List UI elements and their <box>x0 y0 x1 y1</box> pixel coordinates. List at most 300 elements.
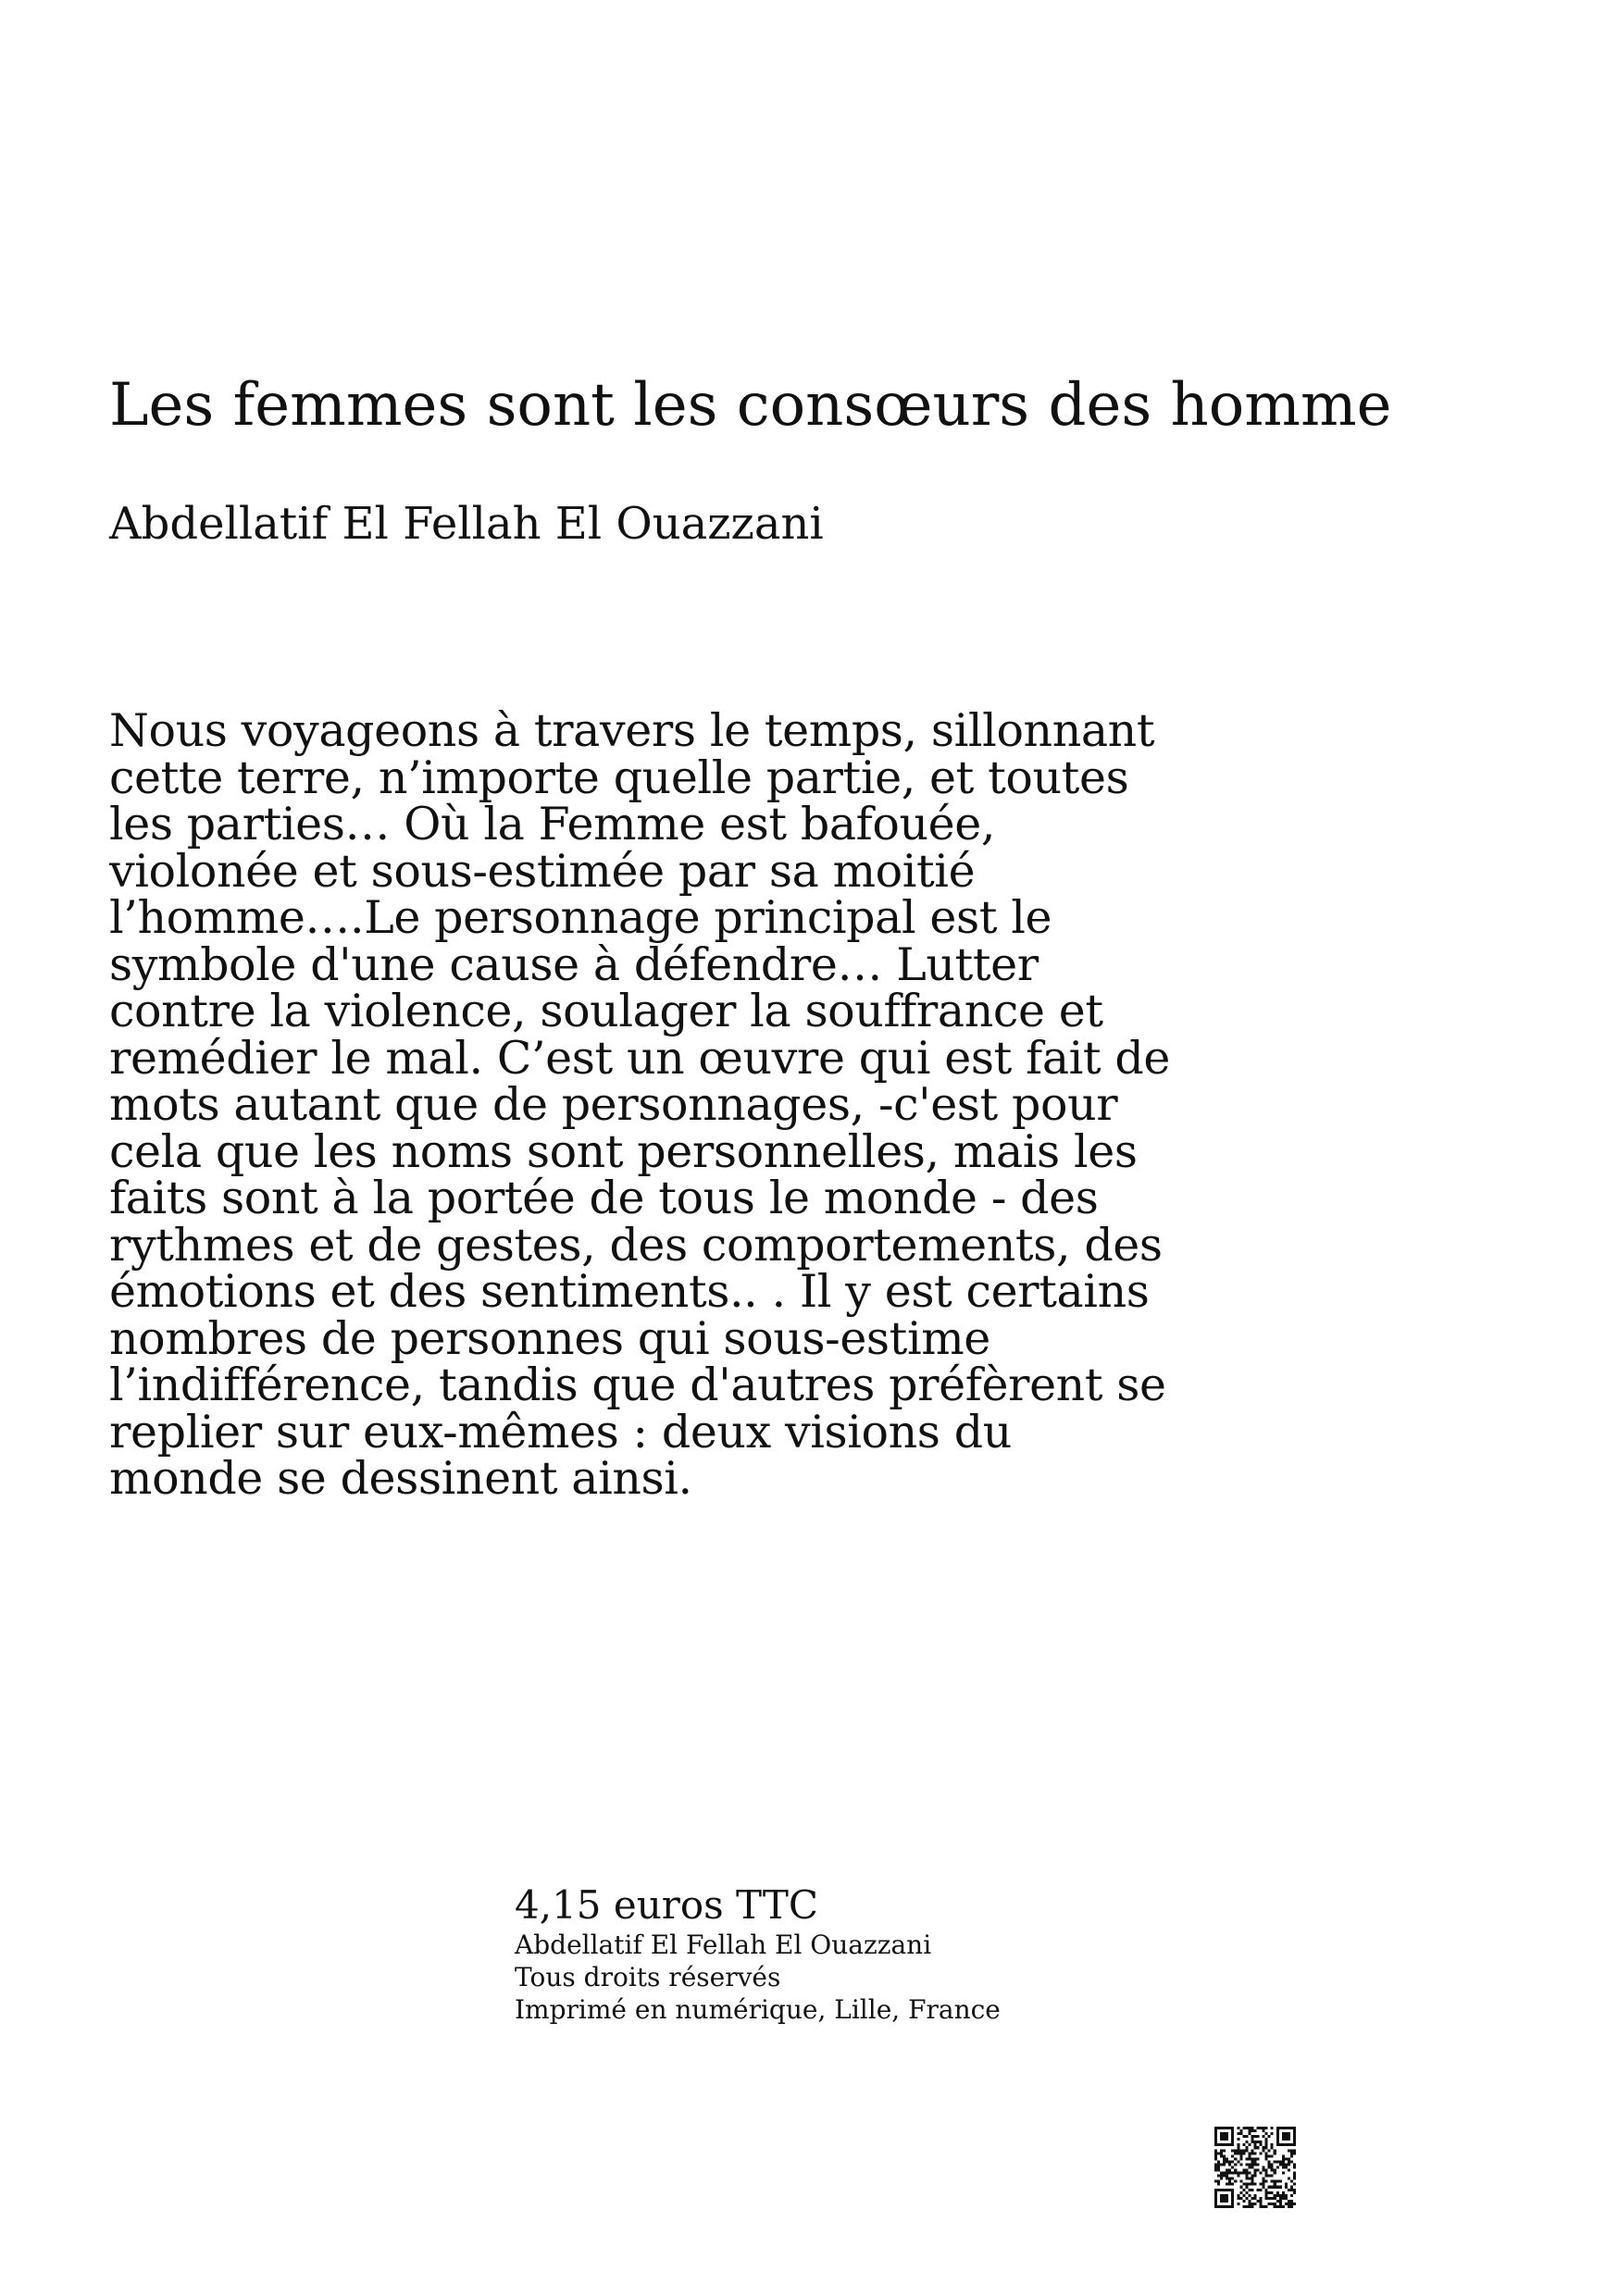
qr-module <box>1285 2183 1288 2186</box>
qr-module <box>1245 2186 1248 2189</box>
qr-module <box>1288 2163 1290 2166</box>
qr-module <box>1239 2197 1242 2200</box>
qr-module <box>1288 2200 1290 2203</box>
qr-module <box>1220 2163 1223 2166</box>
qr-module <box>1217 2166 1220 2168</box>
qr-module <box>1242 2127 1245 2129</box>
qr-module <box>1282 2154 1285 2157</box>
qr-module <box>1293 2166 1296 2168</box>
qr-module <box>1276 2129 1279 2132</box>
qr-module <box>1268 2149 1271 2152</box>
qr-module <box>1257 2169 1260 2172</box>
qr-module <box>1265 2194 1268 2197</box>
qr-module <box>1271 2154 1274 2157</box>
qr-module <box>1260 2189 1263 2191</box>
qr-module <box>1288 2157 1290 2160</box>
qr-module <box>1285 2194 1288 2197</box>
qr-module <box>1260 2200 1263 2203</box>
blurb-line: mots autant que de personnages, -c'est pour <box>109 1078 1118 1131</box>
qr-module <box>1253 2143 1256 2146</box>
qr-module <box>1260 2183 1263 2186</box>
qr-module <box>1248 2172 1251 2175</box>
qr-module <box>1220 2149 1223 2152</box>
qr-module <box>1223 2200 1226 2203</box>
qr-module <box>1276 2180 1279 2183</box>
qr-module <box>1279 2186 1282 2189</box>
qr-module <box>1237 2127 1239 2129</box>
qr-module <box>1257 2189 1260 2191</box>
qr-module <box>1293 2132 1296 2135</box>
qr-module <box>1245 2169 1248 2172</box>
qr-module <box>1263 2186 1265 2189</box>
qr-module <box>1290 2149 1293 2152</box>
qr-module <box>1263 2183 1265 2186</box>
qr-module <box>1274 2183 1276 2186</box>
qr-module <box>1234 2169 1237 2172</box>
price-label: 4,15 euros TTC <box>515 1882 818 1928</box>
blurb-line: replier sur eux-mêmes : deux visions du <box>109 1405 1012 1458</box>
qr-module <box>1237 2175 1239 2178</box>
qr-module <box>1282 2160 1285 2163</box>
qr-module <box>1251 2189 1253 2191</box>
qr-module <box>1251 2138 1253 2141</box>
qr-module <box>1253 2197 1256 2200</box>
qr-module <box>1282 2197 1285 2200</box>
qr-module <box>1290 2205 1293 2208</box>
qr-module <box>1248 2203 1251 2205</box>
qr-module <box>1231 2141 1234 2143</box>
qr-module <box>1285 2186 1288 2189</box>
qr-module <box>1217 2175 1220 2178</box>
qr-module <box>1285 2135 1288 2138</box>
qr-module <box>1282 2163 1285 2166</box>
qr-module <box>1268 2203 1271 2205</box>
blurb-line: cette terre, n’importe quelle partie, et toutes <box>109 751 1129 804</box>
qr-module <box>1220 2135 1223 2138</box>
qr-module <box>1253 2183 1256 2186</box>
qr-module <box>1226 2172 1228 2175</box>
qr-module <box>1253 2163 1256 2166</box>
qr-module <box>1245 2141 1248 2143</box>
qr-module <box>1231 2200 1234 2203</box>
qr-module <box>1265 2143 1268 2146</box>
qr-module <box>1274 2203 1276 2205</box>
blurb-line: les parties… Où la Femme est bafouée, <box>109 798 996 850</box>
qr-module <box>1231 2127 1234 2129</box>
qr-module <box>1214 2127 1217 2129</box>
qr-module <box>1251 2135 1253 2138</box>
qr-module <box>1242 2172 1245 2175</box>
qr-module <box>1265 2157 1268 2160</box>
qr-module <box>1251 2183 1253 2186</box>
qr-module <box>1276 2186 1279 2189</box>
qr-module <box>1276 2191 1279 2194</box>
qr-module <box>1271 2175 1274 2178</box>
qr-module <box>1251 2197 1253 2200</box>
qr-module <box>1251 2203 1253 2205</box>
qr-module <box>1237 2172 1239 2175</box>
qr-module <box>1253 2141 1256 2143</box>
qr-module <box>1231 2135 1234 2138</box>
qr-module <box>1288 2160 1290 2163</box>
qr-module <box>1251 2157 1253 2160</box>
qr-module <box>1242 2189 1245 2191</box>
qr-module <box>1248 2143 1251 2146</box>
qr-module <box>1231 2129 1234 2132</box>
qr-module <box>1293 2138 1296 2141</box>
qr-module <box>1274 2172 1276 2175</box>
qr-module <box>1248 2205 1251 2208</box>
qr-module <box>1234 2180 1237 2183</box>
qr-module <box>1271 2132 1274 2135</box>
qr-module <box>1214 2163 1217 2166</box>
qr-module <box>1257 2141 1260 2143</box>
qr-module <box>1231 2178 1234 2180</box>
qr-module <box>1226 2175 1228 2178</box>
qr-module <box>1276 2132 1279 2135</box>
qr-module <box>1253 2203 1256 2205</box>
qr-module <box>1253 2135 1256 2138</box>
qr-module <box>1290 2152 1293 2154</box>
qr-module <box>1265 2152 1268 2154</box>
qr-module <box>1274 2197 1276 2200</box>
blurb-line: violonée et sous-estimée par sa moitié <box>109 844 976 898</box>
qr-module <box>1265 2141 1268 2143</box>
qr-module <box>1245 2135 1248 2138</box>
qr-module <box>1263 2166 1265 2168</box>
qr-module <box>1253 2194 1256 2197</box>
qr-module <box>1242 2183 1245 2186</box>
qr-module <box>1293 2149 1296 2152</box>
qr-module <box>1220 2178 1223 2180</box>
qr-module <box>1271 2166 1274 2168</box>
qr-module <box>1293 2127 1296 2129</box>
qr-module <box>1290 2180 1293 2183</box>
qr-module <box>1271 2197 1274 2200</box>
qr-module <box>1251 2141 1253 2143</box>
qr-module <box>1226 2132 1228 2135</box>
qr-module <box>1242 2194 1245 2197</box>
qr-module <box>1257 2135 1260 2138</box>
qr-module <box>1285 2163 1288 2166</box>
qr-module <box>1223 2157 1226 2160</box>
qr-module <box>1290 2127 1293 2129</box>
qr-module <box>1260 2203 1263 2205</box>
blurb-line: faits sont à la portée de tous le monde - des <box>109 1172 1099 1224</box>
qr-module <box>1288 2149 1290 2152</box>
qr-module <box>1248 2129 1251 2132</box>
qr-module <box>1214 2154 1217 2157</box>
book-blurb <box>109 704 1257 1505</box>
qr-module <box>1288 2203 1290 2205</box>
qr-module <box>1251 2180 1253 2183</box>
qr-module <box>1279 2194 1282 2197</box>
qr-module <box>1228 2127 1231 2129</box>
qr-module <box>1214 2200 1217 2203</box>
qr-module <box>1220 2127 1223 2129</box>
qr-module <box>1228 2205 1231 2208</box>
qr-module <box>1239 2149 1242 2152</box>
qr-module <box>1271 2163 1274 2166</box>
qr-module <box>1226 2135 1228 2138</box>
qr-module <box>1293 2175 1296 2178</box>
qr-module <box>1239 2186 1242 2189</box>
qr-module <box>1279 2180 1282 2183</box>
qr-module <box>1217 2189 1220 2191</box>
qr-module <box>1274 2160 1276 2163</box>
qr-module <box>1251 2149 1253 2152</box>
qr-module <box>1248 2189 1251 2191</box>
qr-module <box>1290 2143 1293 2146</box>
qr-module <box>1231 2149 1234 2152</box>
qr-module <box>1288 2189 1290 2191</box>
qr-module <box>1251 2166 1253 2168</box>
qr-module <box>1265 2189 1268 2191</box>
qr-module <box>1223 2138 1226 2141</box>
qr-module <box>1248 2183 1251 2186</box>
qr-code-icon <box>1214 2127 1296 2208</box>
qr-module <box>1223 2160 1226 2163</box>
qr-module <box>1242 2152 1245 2154</box>
qr-module <box>1228 2172 1231 2175</box>
qr-module <box>1223 2172 1226 2175</box>
book-title: Les femmes sont les consœurs des homme <box>109 371 1392 440</box>
qr-module <box>1260 2205 1263 2208</box>
qr-module <box>1268 2191 1271 2194</box>
qr-module <box>1242 2135 1245 2138</box>
qr-module <box>1263 2205 1265 2208</box>
qr-module <box>1223 2163 1226 2166</box>
qr-module <box>1290 2186 1293 2189</box>
qr-module <box>1282 2205 1285 2208</box>
qr-module <box>1290 2194 1293 2197</box>
qr-module <box>1260 2152 1263 2154</box>
qr-module <box>1288 2143 1290 2146</box>
qr-module <box>1220 2138 1223 2141</box>
qr-module <box>1251 2178 1253 2180</box>
qr-module <box>1276 2141 1279 2143</box>
qr-module <box>1234 2172 1237 2175</box>
qr-module <box>1290 2203 1293 2205</box>
qr-module <box>1214 2169 1217 2172</box>
qr-module <box>1223 2149 1226 2152</box>
qr-module <box>1220 2194 1223 2197</box>
qr-module <box>1271 2169 1274 2172</box>
qr-module <box>1265 2138 1268 2141</box>
qr-module <box>1226 2189 1228 2191</box>
qr-module <box>1251 2163 1253 2166</box>
qr-module <box>1214 2189 1217 2191</box>
qr-module <box>1274 2149 1276 2152</box>
qr-module <box>1226 2197 1228 2200</box>
qr-module <box>1231 2203 1234 2205</box>
qr-module <box>1239 2191 1242 2194</box>
qr-module <box>1217 2183 1220 2186</box>
qr-module <box>1282 2172 1285 2175</box>
qr-module <box>1214 2141 1217 2143</box>
blurb-line: nombres de personnes qui sous-estime <box>109 1311 990 1365</box>
qr-module <box>1285 2197 1288 2200</box>
qr-module <box>1279 2203 1282 2205</box>
qr-module <box>1268 2160 1271 2163</box>
blurb-line: symbole d'une cause à défendre… Lutter <box>109 937 1039 991</box>
qr-module <box>1214 2197 1217 2200</box>
qr-module <box>1251 2127 1253 2129</box>
qr-module <box>1231 2194 1234 2197</box>
qr-module <box>1220 2189 1223 2191</box>
qr-module <box>1282 2138 1285 2141</box>
qr-module <box>1276 2166 1279 2168</box>
qr-module <box>1279 2205 1282 2208</box>
qr-module <box>1253 2172 1256 2175</box>
qr-module <box>1214 2149 1217 2152</box>
qr-module <box>1253 2146 1256 2149</box>
qr-module <box>1257 2146 1260 2149</box>
blurb-line: l’homme….Le personnage principal est le <box>109 891 1052 944</box>
qr-module <box>1253 2152 1256 2154</box>
qr-module <box>1214 2205 1217 2208</box>
qr-module <box>1226 2143 1228 2146</box>
qr-module <box>1217 2169 1220 2172</box>
qr-module <box>1231 2197 1234 2200</box>
qr-module <box>1220 2205 1223 2208</box>
qr-module <box>1231 2205 1234 2208</box>
qr-module <box>1263 2135 1265 2138</box>
qr-module <box>1220 2154 1223 2157</box>
qr-module <box>1253 2160 1256 2163</box>
qr-module <box>1239 2154 1242 2157</box>
qr-module <box>1293 2172 1296 2175</box>
qr-module <box>1223 2127 1226 2129</box>
qr-module <box>1276 2200 1279 2203</box>
qr-module <box>1245 2127 1248 2129</box>
qr-module <box>1274 2169 1276 2172</box>
qr-module <box>1237 2149 1239 2152</box>
qr-module <box>1223 2132 1226 2135</box>
qr-module <box>1228 2183 1231 2186</box>
qr-module <box>1220 2172 1223 2175</box>
qr-module <box>1245 2183 1248 2186</box>
qr-module <box>1288 2132 1290 2135</box>
colophon-author: Abdellatif El Fellah El Ouazzani <box>515 1930 932 1960</box>
qr-module <box>1228 2160 1231 2163</box>
qr-module <box>1231 2138 1234 2141</box>
qr-module <box>1239 2132 1242 2135</box>
qr-module <box>1214 2129 1217 2132</box>
qr-module <box>1251 2152 1253 2154</box>
qr-module <box>1239 2129 1242 2132</box>
qr-module <box>1220 2197 1223 2200</box>
qr-module <box>1242 2149 1245 2152</box>
qr-module <box>1260 2127 1263 2129</box>
qr-module <box>1223 2197 1226 2200</box>
qr-module <box>1293 2129 1296 2132</box>
qr-module <box>1265 2175 1268 2178</box>
qr-module <box>1268 2154 1271 2157</box>
qr-module <box>1288 2169 1290 2172</box>
qr-module <box>1226 2138 1228 2141</box>
qr-module <box>1290 2200 1293 2203</box>
qr-module <box>1288 2138 1290 2141</box>
qr-module <box>1251 2205 1253 2208</box>
qr-module <box>1237 2132 1239 2135</box>
qr-module <box>1265 2127 1268 2129</box>
qr-module <box>1217 2127 1220 2129</box>
qr-module <box>1293 2191 1296 2194</box>
qr-module <box>1263 2180 1265 2183</box>
qr-module <box>1293 2152 1296 2154</box>
qr-module <box>1226 2127 1228 2129</box>
qr-module <box>1223 2194 1226 2197</box>
qr-module <box>1217 2152 1220 2154</box>
qr-module <box>1217 2163 1220 2166</box>
qr-module <box>1237 2152 1239 2154</box>
qr-module <box>1226 2183 1228 2186</box>
qr-module <box>1253 2129 1256 2132</box>
qr-module <box>1214 2166 1217 2168</box>
qr-module <box>1279 2143 1282 2146</box>
qr-module <box>1276 2160 1279 2163</box>
blurb-line: l’indifférence, tandis que d'autres préfèrent se <box>109 1359 1166 1411</box>
qr-module <box>1276 2138 1279 2141</box>
qr-module <box>1245 2205 1248 2208</box>
qr-module <box>1263 2149 1265 2152</box>
qr-module <box>1285 2143 1288 2146</box>
qr-module <box>1271 2143 1274 2146</box>
qr-module <box>1223 2189 1226 2191</box>
qr-module <box>1293 2178 1296 2180</box>
qr-module <box>1234 2152 1237 2154</box>
qr-module <box>1248 2132 1251 2135</box>
qr-module <box>1223 2154 1226 2157</box>
qr-module <box>1282 2194 1285 2197</box>
qr-module <box>1245 2149 1248 2152</box>
qr-module <box>1274 2194 1276 2197</box>
qr-module <box>1231 2183 1234 2186</box>
qr-module <box>1228 2143 1231 2146</box>
qr-module <box>1276 2143 1279 2146</box>
qr-module <box>1263 2169 1265 2172</box>
qr-module <box>1214 2138 1217 2141</box>
qr-module <box>1253 2175 1256 2178</box>
qr-module <box>1248 2163 1251 2166</box>
qr-module <box>1279 2127 1282 2129</box>
qr-module <box>1214 2180 1217 2183</box>
qr-module <box>1260 2141 1263 2143</box>
qr-module <box>1237 2143 1239 2146</box>
qr-module <box>1214 2132 1217 2135</box>
qr-module <box>1237 2197 1239 2200</box>
qr-module <box>1290 2154 1293 2157</box>
qr-module <box>1260 2172 1263 2175</box>
qr-module <box>1228 2189 1231 2191</box>
qr-module <box>1223 2135 1226 2138</box>
qr-module <box>1248 2152 1251 2154</box>
qr-module <box>1265 2172 1268 2175</box>
qr-module <box>1268 2186 1271 2189</box>
qr-module <box>1285 2166 1288 2168</box>
qr-module <box>1234 2157 1237 2160</box>
qr-module <box>1263 2178 1265 2180</box>
qr-module <box>1214 2152 1217 2154</box>
qr-module <box>1217 2143 1220 2146</box>
qr-module <box>1285 2138 1288 2141</box>
qr-module <box>1285 2127 1288 2129</box>
qr-module <box>1285 2203 1288 2205</box>
qr-module <box>1279 2200 1282 2203</box>
qr-module <box>1239 2180 1242 2183</box>
qr-module <box>1245 2163 1248 2166</box>
